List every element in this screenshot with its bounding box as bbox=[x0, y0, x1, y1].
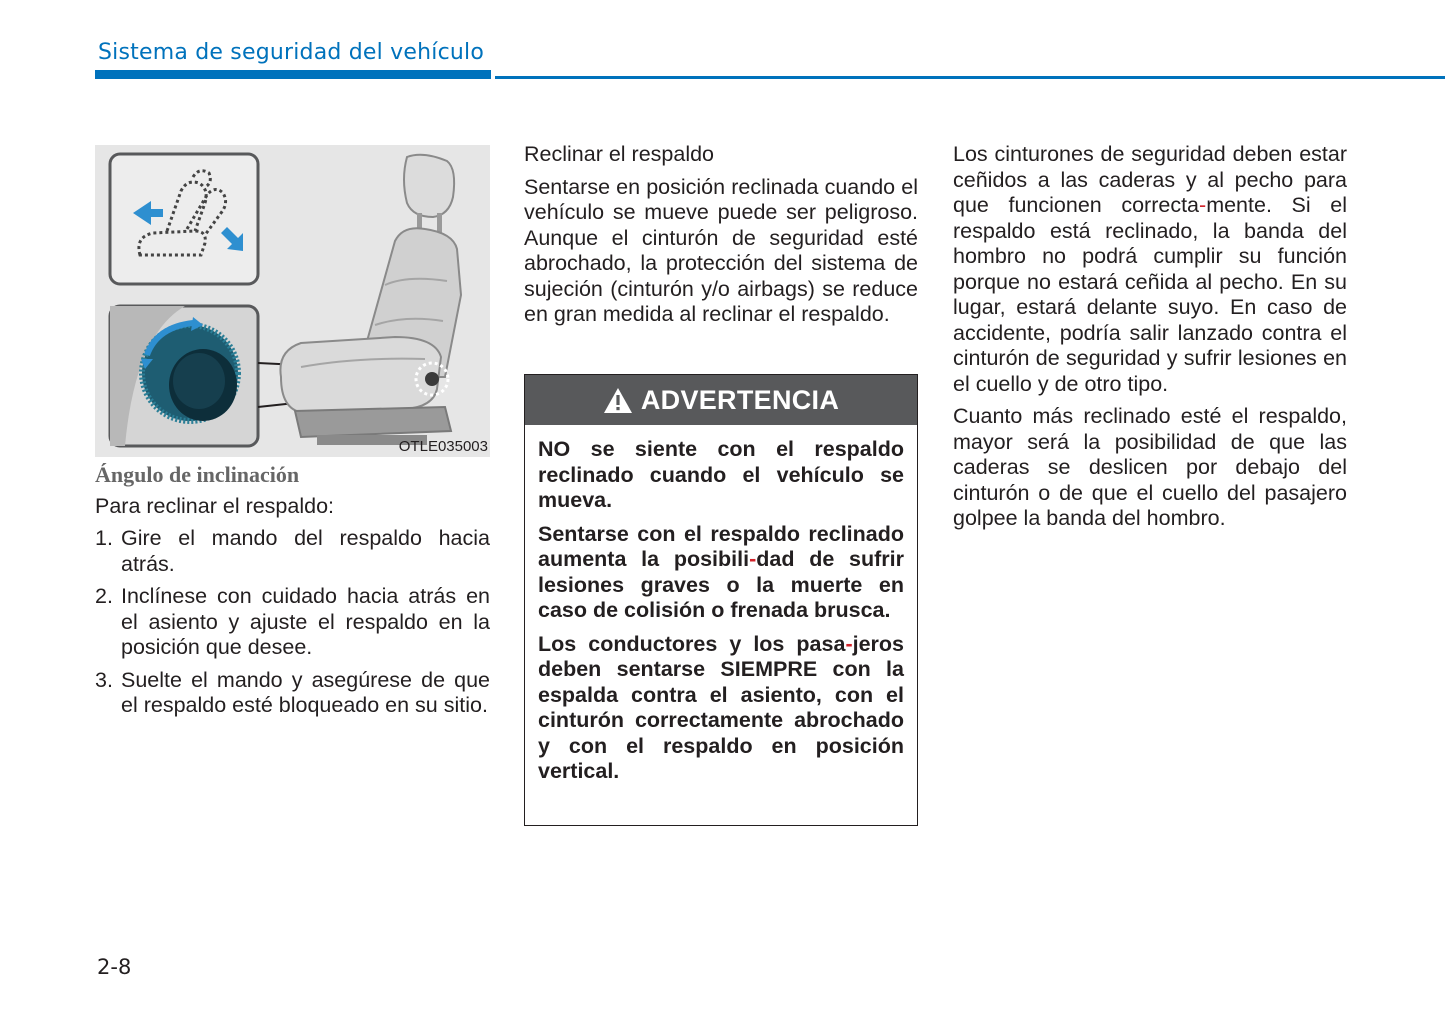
list-item bbox=[95, 526, 490, 577]
step-number: 1. bbox=[95, 526, 113, 550]
warning-text-part: Los conductores y los pasa bbox=[538, 631, 846, 656]
body-text-part: mente. Si el respaldo está reclinado, la banda del hombro no podrá cumplir su función porque no estará ceñida al pecho. En su lugar, estará delante suyo. En caso de accidente, podría salir lanzado contra el cinturón de seguridad y sufrir lesiones en el cuello y de otro tipo. bbox=[953, 193, 1347, 396]
body-paragraph: Sentarse en posición reclinada cuando el vehículo se mueve puede ser peligroso. Aunque el cinturón de seguridad esté abrochado, la protección del sistema de sujeción (cinturón y/o airbags) se reduce en gran medida al reclinar el respaldo. bbox=[524, 174, 918, 326]
header-rule-thin bbox=[495, 76, 1445, 79]
list-item bbox=[95, 668, 490, 719]
list-item bbox=[95, 584, 490, 661]
warning-header bbox=[525, 375, 917, 425]
warning-text-part: jeros deben sentarse SIEMPRE con la espalda contra el asiento, con el cinturón correctamente abrochado y con el respaldo en posición vertical. bbox=[538, 631, 904, 783]
section-heading: Reclinar el respaldo bbox=[524, 142, 715, 166]
step-number: 2. bbox=[95, 584, 113, 608]
seat-illustration bbox=[95, 145, 490, 457]
step-number: 3. bbox=[95, 667, 113, 692]
subheading: Ángulo de inclinación bbox=[95, 462, 300, 487]
hyphen-mark: - bbox=[1199, 193, 1207, 217]
body-text-part: Los cinturones de seguridad deben estar ceñidos a las caderas y al pecho para que funcionen correcta bbox=[953, 142, 1347, 217]
page-number: 2-8 bbox=[97, 955, 132, 979]
warning-body bbox=[525, 425, 917, 785]
column-left bbox=[95, 462, 490, 719]
hyphen-mark: - bbox=[749, 547, 757, 571]
warning-paragraph-2 bbox=[538, 522, 904, 624]
warning-triangle-icon bbox=[603, 387, 633, 414]
warning-paragraph-3 bbox=[538, 632, 904, 785]
step-text: Suelte el mando y asegúrese de que el respaldo esté bloqueado en su sitio. bbox=[121, 667, 490, 717]
figure-code: OTLE035003 bbox=[398, 438, 488, 455]
seat-recline-diagram-icon bbox=[110, 154, 258, 284]
section-title: Sistema de seguridad del vehículo bbox=[98, 40, 484, 65]
warning-box bbox=[524, 374, 918, 826]
step-text: Gire el mando del respaldo hacia atrás. bbox=[121, 526, 490, 576]
hyphen-mark: - bbox=[845, 631, 853, 656]
step-text: Inclínese con cuidado hacia atrás en el asiento y ajuste el respaldo en la posición que desee. bbox=[121, 584, 490, 659]
intro-text: Para reclinar el respaldo: bbox=[95, 493, 335, 518]
column-right bbox=[953, 142, 1347, 532]
header-rule-thick bbox=[95, 70, 491, 79]
column-middle bbox=[524, 142, 918, 328]
body-paragraph bbox=[953, 142, 1347, 397]
warning-text-part: dad de sufrir lesiones graves o la muerte en caso de colisión o frenada brusca. bbox=[538, 547, 904, 622]
warning-paragraph-1: NO se siente con el respaldo reclinado cuando el vehículo se mueva. bbox=[538, 437, 904, 512]
body-paragraph: Cuanto más reclinado esté el respaldo, mayor será la posibilidad de que las caderas se deslicen por debajo del cinturón o de que el cuello del pasajero golpee la banda del hombro. bbox=[953, 404, 1347, 530]
warning-text-part: Sentarse con el respaldo reclinado aumenta la posibili bbox=[538, 521, 904, 571]
warning-label: ADVERTENCIA bbox=[640, 384, 840, 415]
steps-list bbox=[95, 526, 490, 719]
recline-knob-icon bbox=[110, 306, 258, 446]
car-seat-icon bbox=[280, 155, 461, 445]
seat-recline-figure bbox=[95, 145, 490, 457]
